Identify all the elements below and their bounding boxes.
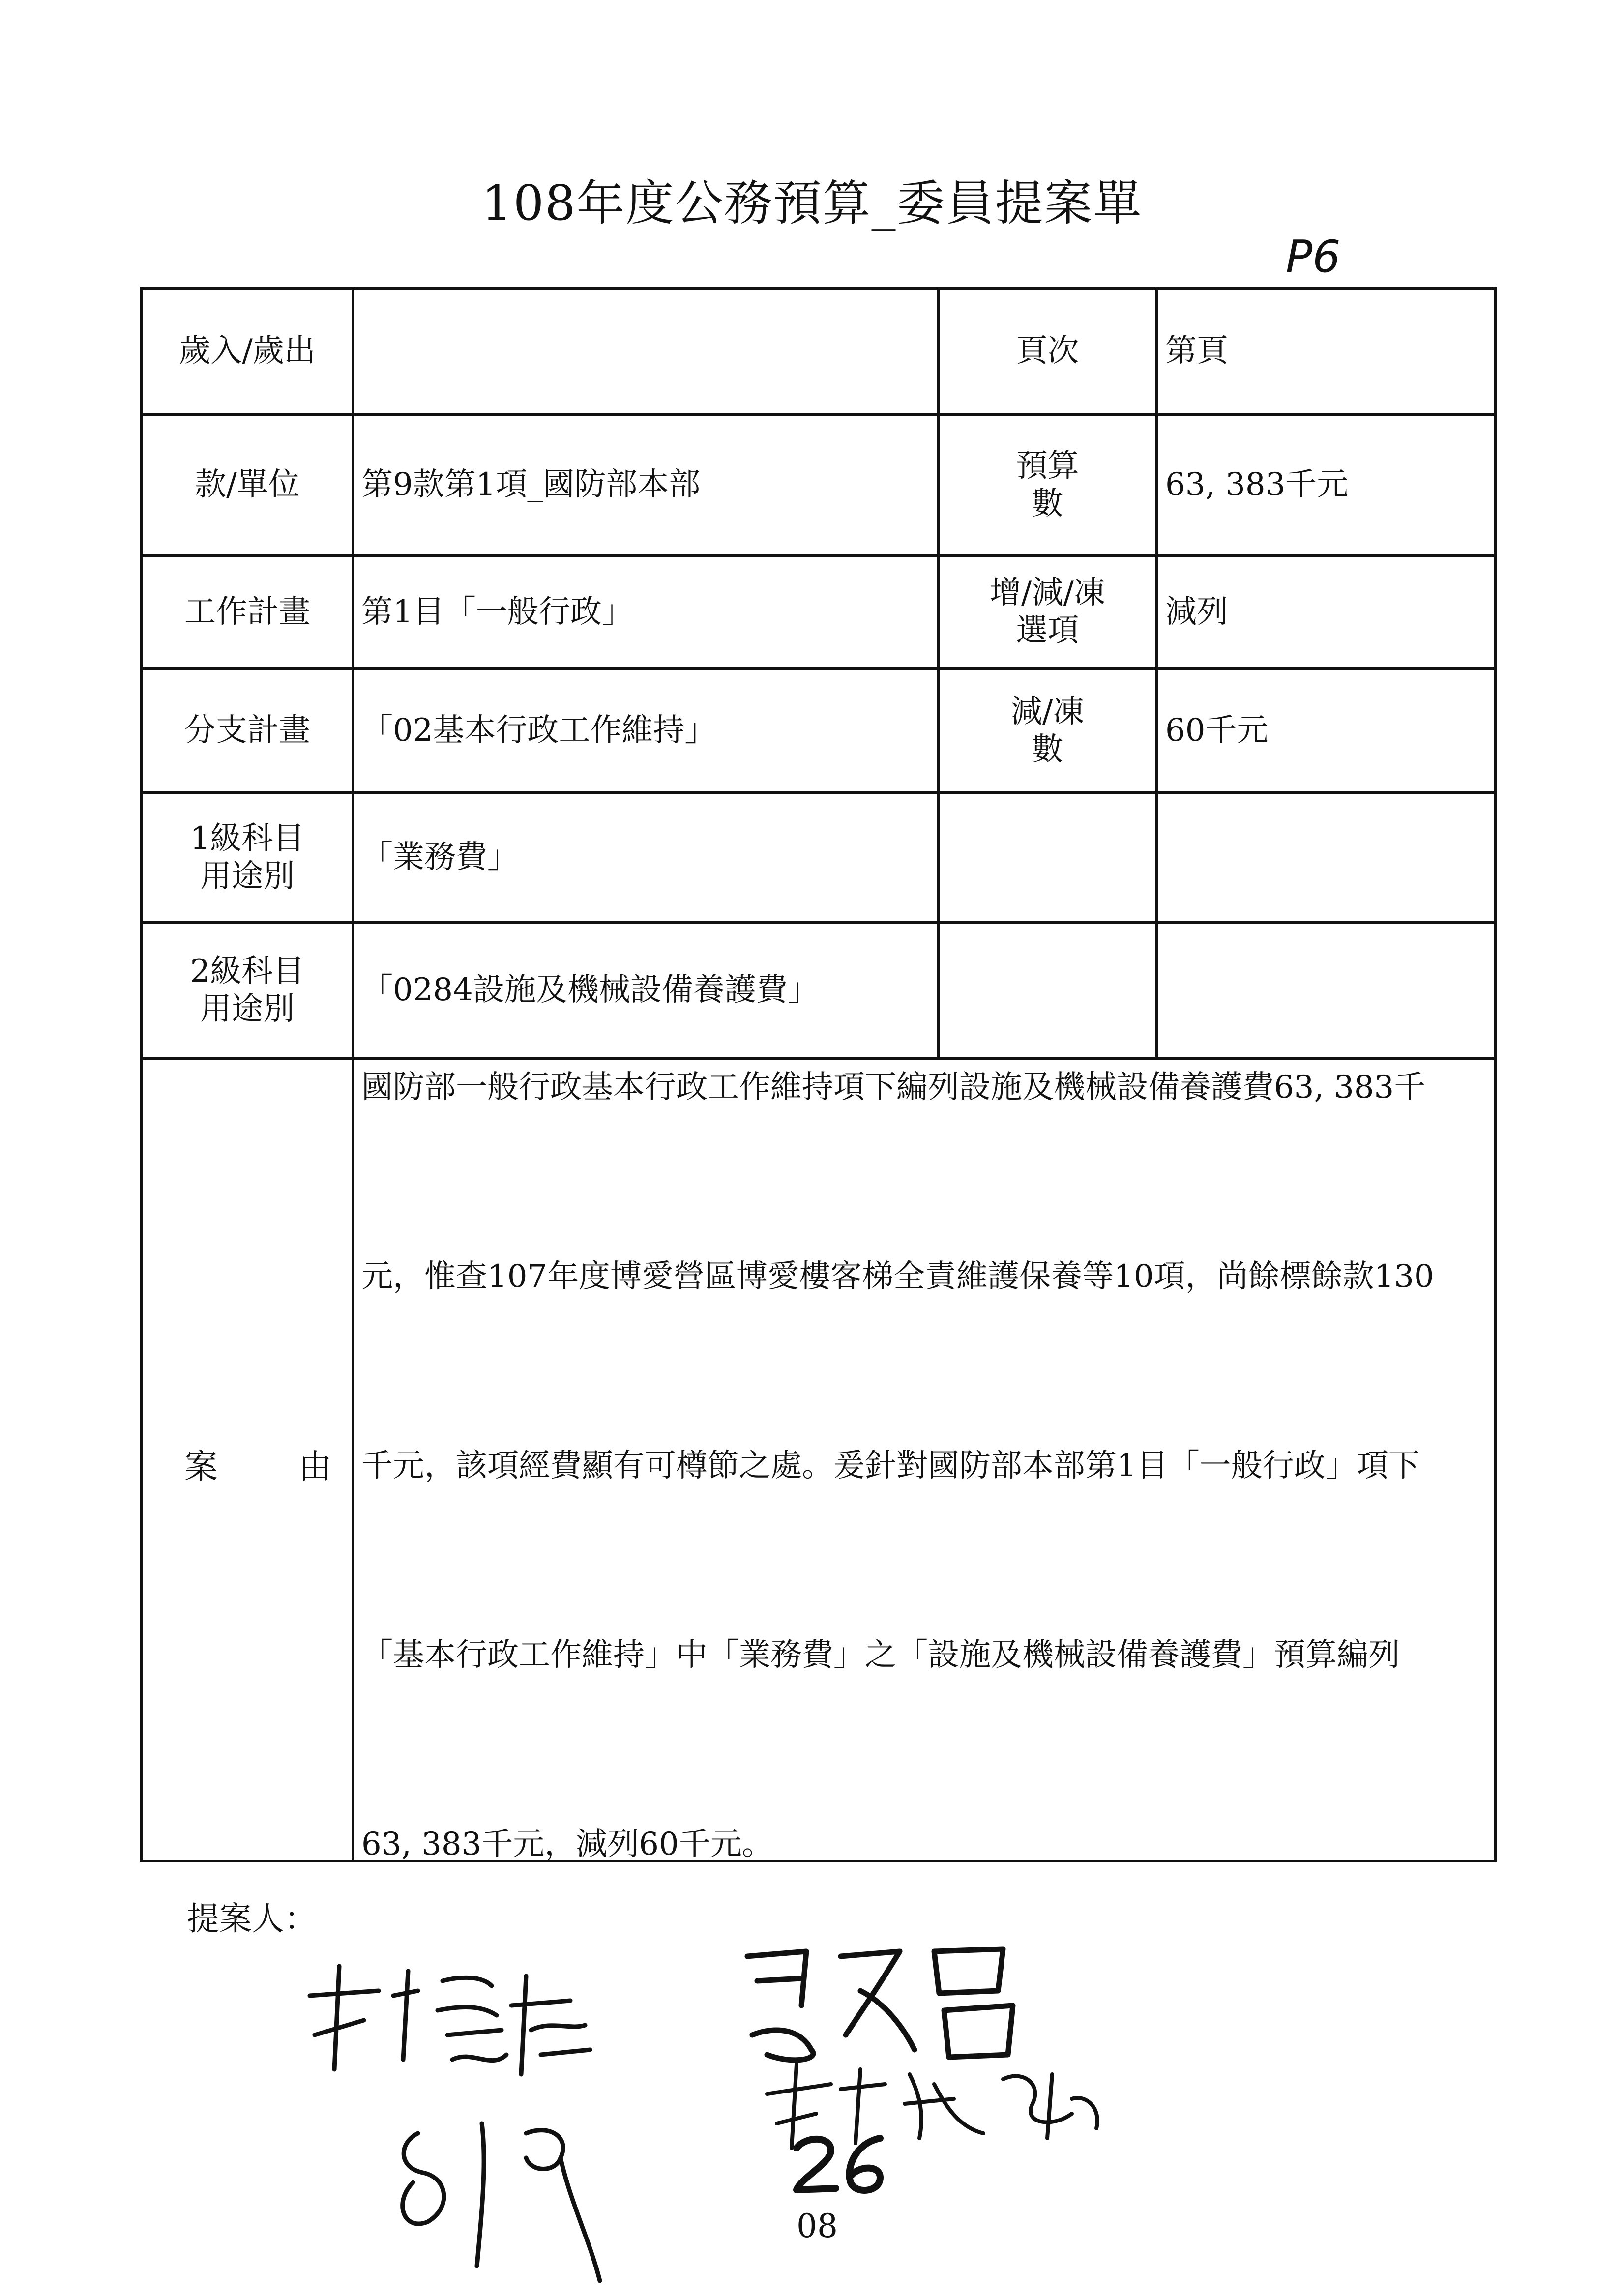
page-title: 108年度公務預算_委員提案單 bbox=[481, 175, 1143, 232]
reason-label-char: 由 bbox=[298, 1448, 332, 1486]
level2-empty-value bbox=[1158, 924, 1494, 1057]
level1-subject-value: 「業務費」 bbox=[361, 839, 519, 876]
signature-2 bbox=[738, 1937, 1033, 2069]
reason-label-char: 案 bbox=[184, 1448, 218, 1486]
level2-empty-label bbox=[940, 924, 1155, 1057]
reason-text-line: 千元，該項經費顯有可樽節之處。爰針對國防部本部第1目「一般行政」項下 bbox=[361, 1448, 1420, 1484]
reduction-amount-label: 減/凍 數 bbox=[1010, 693, 1085, 768]
row-label-branch-plan: 分支計畫 bbox=[184, 712, 310, 749]
reason-text-line: 國防部一般行政基本行政工作維持項下編列設施及機械設備養護費63, 383千 bbox=[361, 1069, 1426, 1105]
adjust-option-value: 減列 bbox=[1165, 593, 1228, 630]
level1-empty-value bbox=[1158, 794, 1494, 921]
reason-text-line: 元，惟查107年度博愛營區博愛樓客梯全責維護保養等10項，尚餘標餘款130 bbox=[361, 1258, 1434, 1295]
handwritten-page-mark: P6 bbox=[1286, 231, 1341, 283]
signature-1 bbox=[295, 1961, 600, 2089]
budget-amount-value: 63, 383千元 bbox=[1165, 466, 1349, 503]
row-label-section-unit: 款/單位 bbox=[195, 466, 300, 503]
handwritten-number bbox=[787, 2128, 895, 2197]
page-label: 頁次 bbox=[1016, 333, 1079, 370]
section-unit-value: 第9款第1項_國防部本部 bbox=[361, 466, 701, 503]
page-value: 第頁 bbox=[1165, 333, 1228, 370]
page-number: 08 bbox=[797, 2207, 838, 2245]
reduction-amount-value: 60千元 bbox=[1165, 712, 1269, 749]
row-label-level1-subject: 1級科目 用途別 bbox=[190, 820, 305, 895]
revenue-expense-value bbox=[354, 290, 937, 413]
level2-subject-value: 「0284設施及機械設備養護費」 bbox=[361, 972, 819, 1009]
row-divider bbox=[140, 1057, 1497, 1060]
proposer-label: 提案人： bbox=[187, 1900, 317, 1938]
signature-4 bbox=[384, 2104, 659, 2296]
row-label-level2-subject: 2級科目 用途別 bbox=[190, 953, 305, 1027]
work-plan-value: 第1目「一般行政」 bbox=[361, 593, 633, 630]
level1-empty-label bbox=[940, 794, 1155, 921]
reason-text-line: 63, 383千元，減列60千元。 bbox=[361, 1826, 773, 1862]
reason-text-line: 「基本行政工作維持」中「業務費」之「設施及機械設備養護費」預算編列 bbox=[361, 1637, 1400, 1673]
reason-label bbox=[184, 1440, 332, 1488]
row-label-work-plan: 工作計畫 bbox=[184, 593, 310, 630]
adjust-option-label: 增/減/凍 選項 bbox=[989, 575, 1106, 649]
budget-amount-label: 預算 數 bbox=[1016, 447, 1079, 522]
row-label-revenue-expense: 歲入/歲出 bbox=[179, 333, 316, 370]
branch-plan-value: 「02基本行政工作維持」 bbox=[361, 712, 716, 749]
